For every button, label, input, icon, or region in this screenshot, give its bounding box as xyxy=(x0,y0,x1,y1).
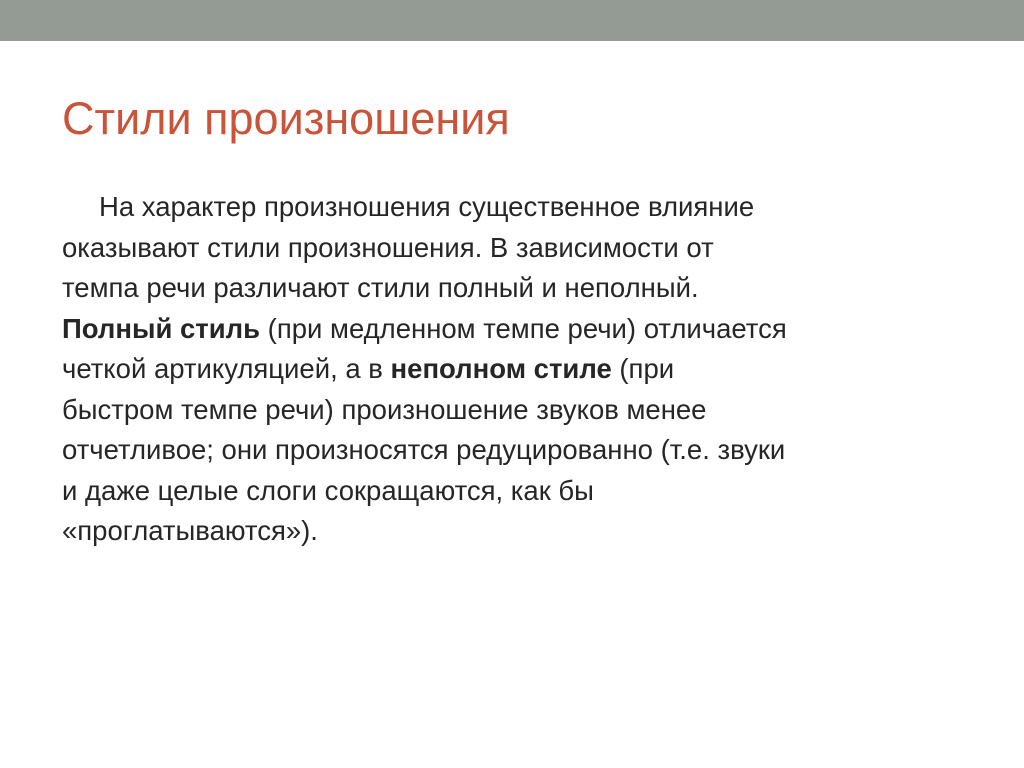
body-line-5 xyxy=(62,349,982,390)
slide-body-text xyxy=(62,187,982,552)
incomplete-style-term: неполном стиле xyxy=(390,353,612,384)
body-line-3: темпа речи различают стили полный и неполный. xyxy=(62,272,699,303)
top-decorative-bar xyxy=(0,0,1024,41)
full-style-term: Полный стиль xyxy=(62,312,261,344)
body-line-6: быстром темпе речи) произношение звуков менее xyxy=(62,393,707,425)
body-line-4-rest: (при медленном темпе речи) отличается xyxy=(260,312,787,344)
body-line-5-start: четкой артикуляцией, а в xyxy=(62,353,391,384)
body-line-5-end: (при xyxy=(611,353,675,384)
body-line-7: отчетливое; они произносятся редуцированно (т.е. звуки xyxy=(62,434,786,465)
body-line-9: «проглатываются»). xyxy=(62,515,318,546)
slide-title: Стили произношения xyxy=(62,93,510,144)
body-line-2: оказывают стили произношения. В зависимости от xyxy=(62,231,714,263)
body-line-1: На характер произношения существенное влияние xyxy=(99,191,755,222)
body-line-8: и даже целые слоги сокращаются, как бы xyxy=(62,474,594,506)
body-line-4 xyxy=(62,309,982,350)
